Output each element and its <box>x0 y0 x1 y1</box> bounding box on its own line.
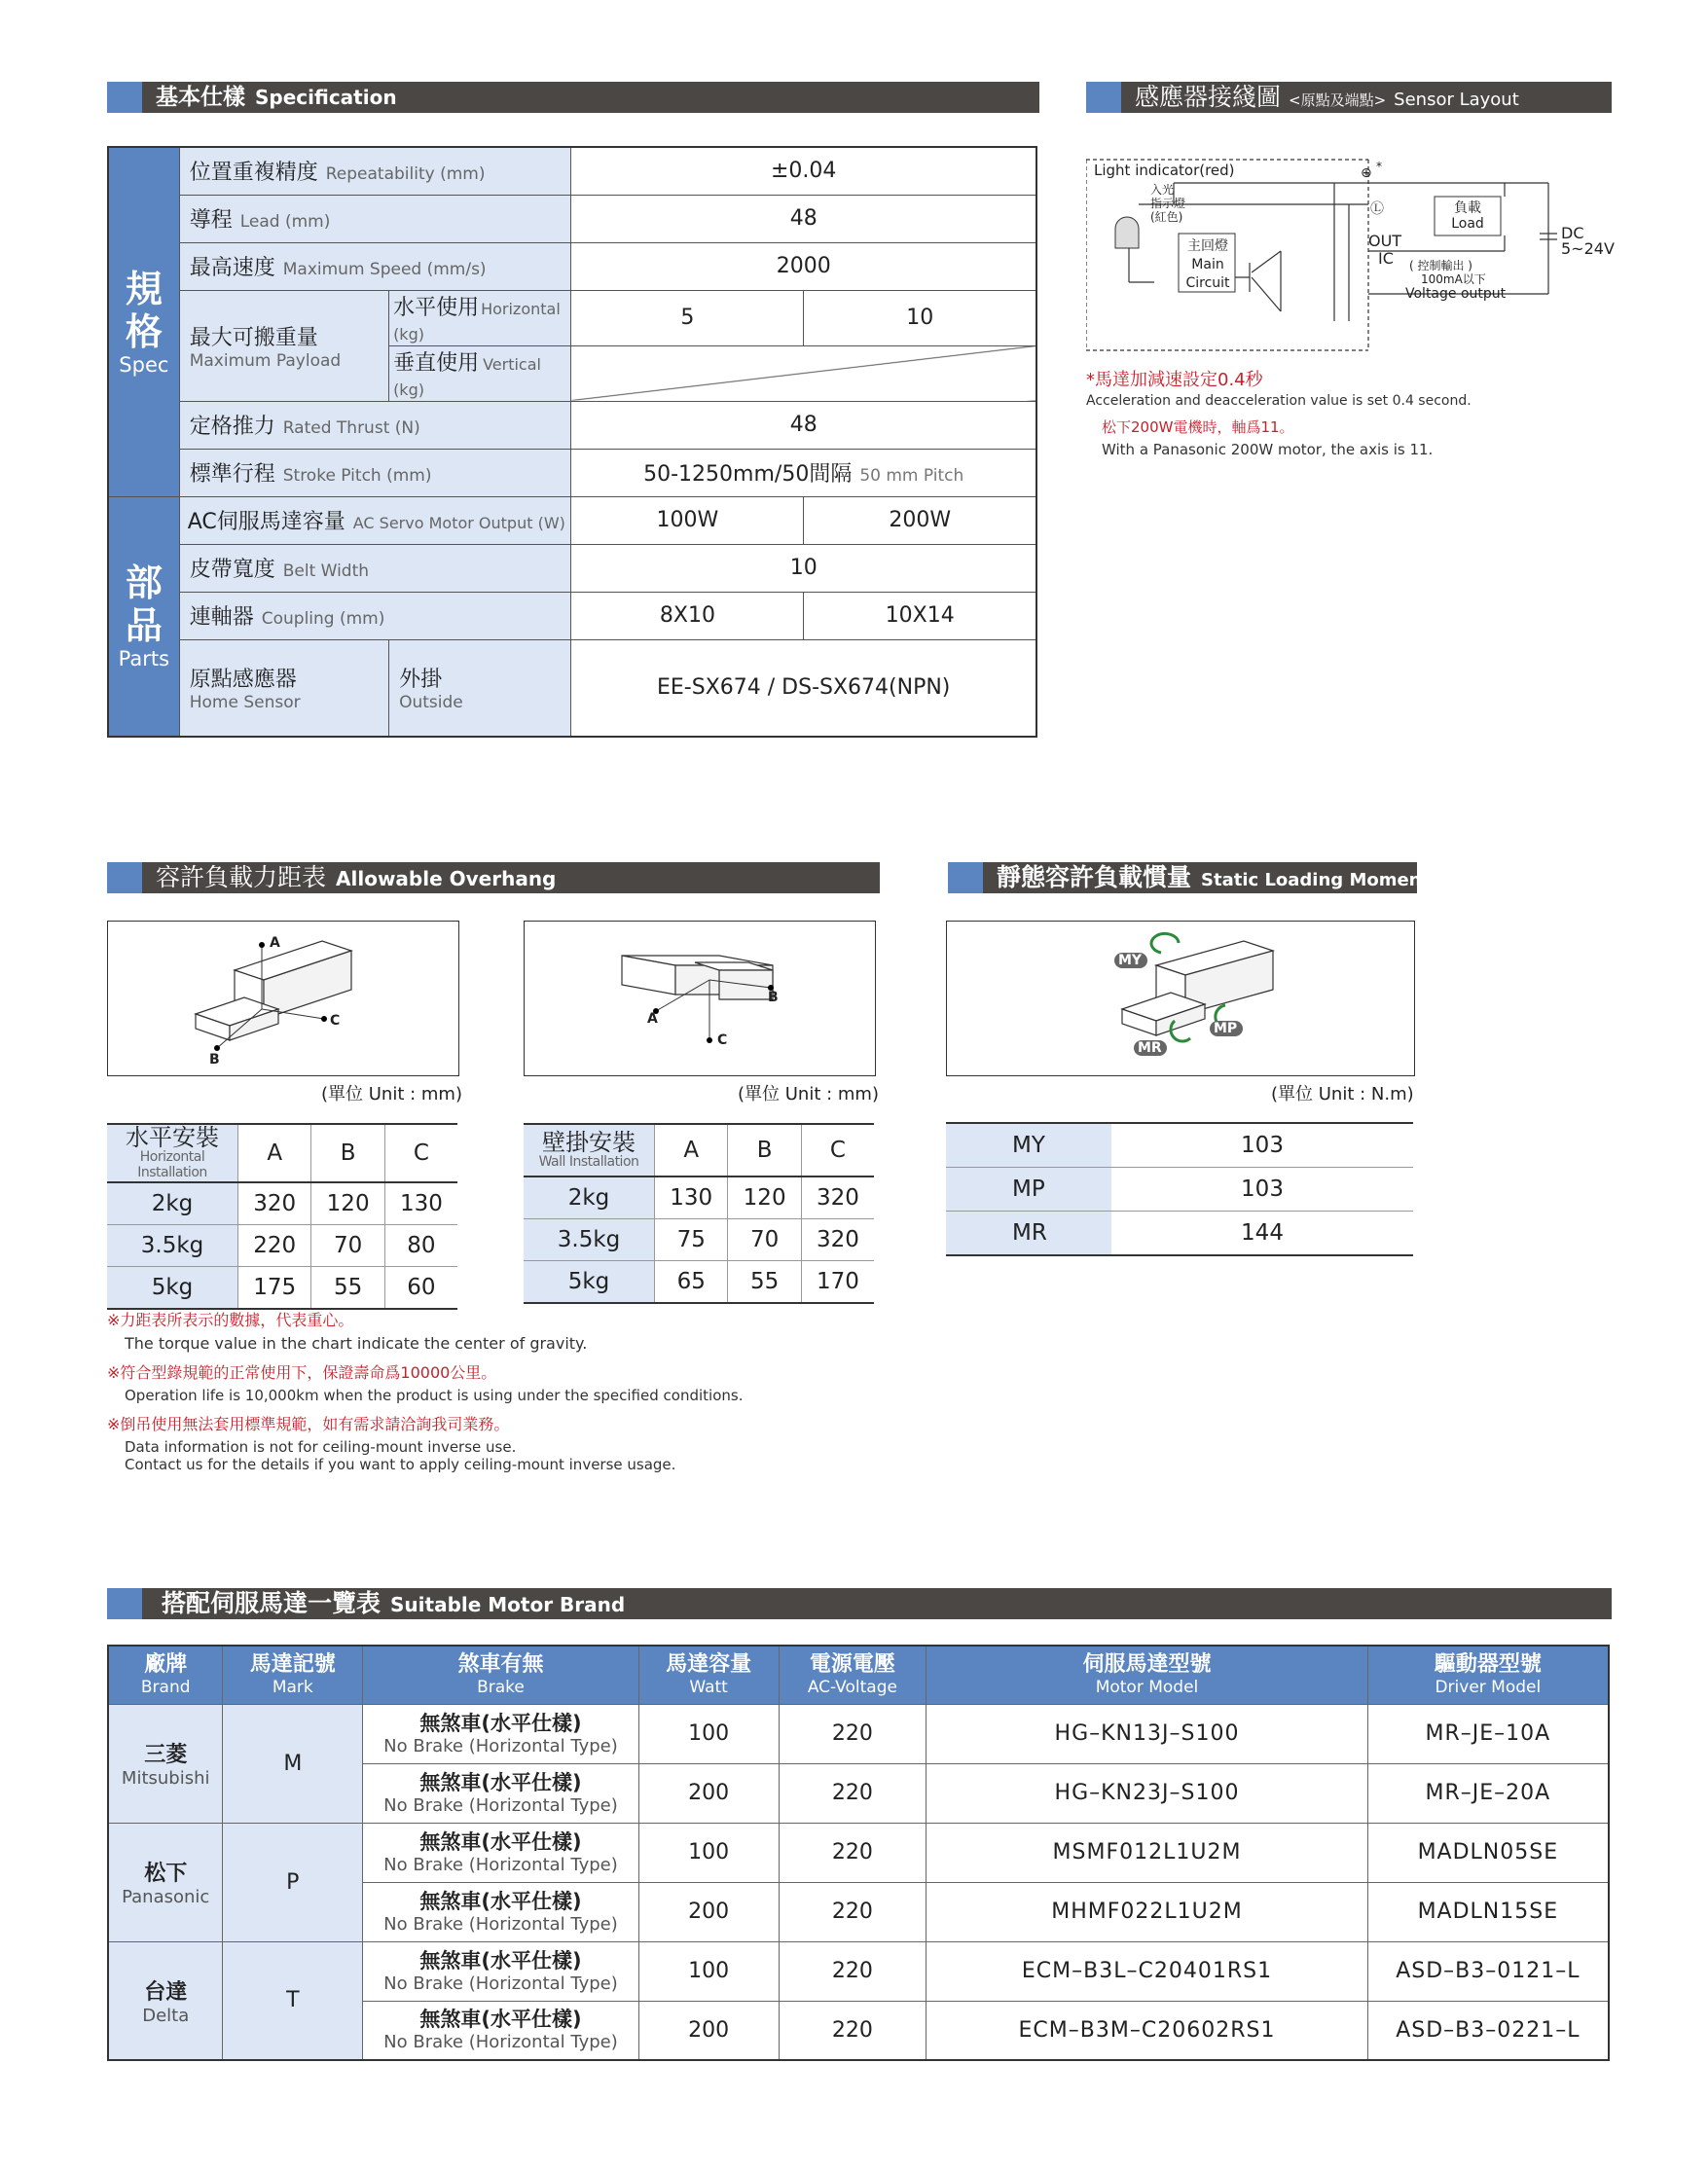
spec-group-cell: 規 格 Spec <box>108 147 179 496</box>
note-3-en-2: Contact us for the details if you want to apply ceiling-mount inverse usage. <box>125 1456 676 1473</box>
mark-m: M <box>223 1704 363 1823</box>
note-2-zh: ※符合型錄規範的正常使用下，保證壽命爲10000公里。 <box>107 1363 497 1382</box>
header-voltage: 電源電壓 AC-Voltage <box>779 1646 927 1704</box>
table-row: 5kg 175 55 60 <box>107 1267 457 1310</box>
moment-unit: (單位 Unit : N.m) <box>1271 1084 1414 1104</box>
sensor-title-sub: <原點及端點> <box>1289 91 1387 109</box>
moment-section-header: 靜態容許負載慣量 Static Loading Moment <box>948 862 1417 893</box>
col-c: C <box>384 1124 457 1182</box>
brake-cell: 無煞車(水平仕樣) No Brake (Horizontal Type) <box>363 1763 639 1823</box>
brand-delta: 台達 Delta <box>108 1941 223 2060</box>
note-2-en: Operation life is 10,000km when the product is using under the specified conditions. <box>125 1387 744 1404</box>
spec-table <box>107 146 1037 738</box>
l-terminal: Ⓛ <box>1370 201 1384 217</box>
brake-cell: 無煞車(水平仕樣) No Brake (Horizontal Type) <box>363 2001 639 2060</box>
table-row: 2kg 320 120 130 <box>107 1182 457 1225</box>
header-brand: 廠牌 Brand <box>108 1646 223 1704</box>
note-accel-en: Acceleration and deacceleration value is set 0.4 second. <box>1086 393 1472 409</box>
table-row: 無煞車(水平仕樣) No Brake (Horizontal Type) 200 220 MHMF022L1U2M MADLN15SE <box>108 1882 1609 1941</box>
sensor-notes <box>1086 366 1612 458</box>
note-3-en-1: Data information is not for ceiling-mount inverse use. <box>125 1438 517 1456</box>
thrust-value: 48 <box>571 401 1036 449</box>
brake-cell: 無煞車(水平仕樣) No Brake (Horizontal Type) <box>363 1704 639 1763</box>
dc-label: DC <box>1561 224 1584 242</box>
horizontal-diagram <box>107 921 459 1076</box>
ac-motor-value-1: 100W <box>571 496 804 544</box>
speed-value: 2000 <box>571 242 1036 290</box>
home-sensor-value: EE-SX674 / DS-SX674(NPN) <box>571 639 1036 737</box>
table-row: 三菱 Mitsubishi M 無煞車(水平仕樣) No Brake (Horizontal Type) 100 220 HG–KN13J–S100 MR–JE–10A <box>108 1704 1609 1763</box>
col-b: B <box>311 1124 384 1182</box>
outside-label: 外掛 Outside <box>389 639 571 737</box>
note-3-zh: ※倒吊使用無法套用標準規範，如有需求請洽詢我司業務。 <box>107 1415 510 1433</box>
header-motor-model: 伺服馬達型號 Motor Model <box>927 1646 1367 1704</box>
plus-star: * <box>1376 160 1382 173</box>
belt-label: 皮帶寬度 Belt Width <box>179 544 571 592</box>
horizontal-value-1: 5 <box>571 290 804 345</box>
payload-label: 最大可搬重量 Maximum Payload <box>179 290 388 401</box>
table-row: 3.5kg 220 70 80 <box>107 1225 457 1267</box>
col-a: A <box>238 1124 311 1182</box>
motor-section-header: 搭配伺服馬達一覽表 Suitable Motor Brand <box>107 1588 1612 1619</box>
label-b: B <box>209 1052 220 1068</box>
table-row: MY 103 <box>946 1123 1413 1168</box>
table-row: 無煞車(水平仕樣) No Brake (Horizontal Type) 200 220 ECM–B3M–C20602RS1 ASD–B3–0221–L <box>108 2001 1609 2060</box>
belt-value: 10 <box>571 544 1036 592</box>
brake-cell: 無煞車(水平仕樣) No Brake (Horizontal Type) <box>363 1823 639 1882</box>
sensor-title-zh: 感應器接綫圖 <box>1135 83 1282 111</box>
sensor-diagram <box>1086 156 1615 360</box>
label-b-wall: B <box>768 990 779 1005</box>
col-b: B <box>728 1124 801 1176</box>
vertical-label: 垂直使用 Vertical (kg) <box>389 345 571 401</box>
lead-value: 48 <box>571 195 1036 242</box>
horizontal-unit: (單位 Unit : mm) <box>321 1084 462 1104</box>
brand-panasonic: 松下 Panasonic <box>108 1823 223 1941</box>
note-1-en: The torque value in the chart indicate the center of gravity. <box>125 1334 588 1353</box>
note-accel-zh: *馬達加減速設定0.4秒 <box>1086 370 1263 390</box>
moment-table <box>946 1122 1413 1256</box>
label-a: A <box>270 935 280 951</box>
brand-mitsubishi: 三菱 Mitsubishi <box>108 1704 223 1823</box>
table-row: 無煞車(水平仕樣) No Brake (Horizontal Type) 200 220 HG–KN23J–S100 MR–JE–20A <box>108 1763 1609 1823</box>
note-panasonic-zh: 松下200W電機時，軸爲11。 <box>1102 418 1294 436</box>
spec-section-header <box>107 82 1039 113</box>
table-row: 5kg 65 55 170 <box>524 1261 874 1304</box>
lead-label: 導程 Lead (mm) <box>179 195 571 242</box>
spec-title-zh: 基本仕樣 <box>156 85 245 110</box>
sensor-title-en: Sensor Layout <box>1394 90 1519 110</box>
header-mark: 馬達記號 Mark <box>223 1646 363 1704</box>
ac-motor-value-2: 200W <box>804 496 1036 544</box>
moment-diagram <box>946 921 1415 1076</box>
note-1-zh: ※力距表所表示的數據，代表重心。 <box>107 1311 354 1329</box>
home-sensor-label: 原點感應器 Home Sensor <box>179 639 388 737</box>
main-circuit-label: 主回燈 Main Circuit <box>1185 238 1230 291</box>
label-mp: MP <box>1214 1021 1238 1036</box>
ctrl-output-label: ( 控制輸出 ) <box>1409 259 1472 272</box>
thrust-label: 定格推力 Rated Thrust (N) <box>179 401 571 449</box>
ic-label: IC <box>1378 249 1394 268</box>
vertical-value-na <box>571 345 1036 401</box>
header-watt: 馬達容量 Watt <box>638 1646 779 1704</box>
header-driver-model: 驅動器型號 Driver Model <box>1367 1646 1609 1704</box>
col-c: C <box>801 1124 874 1176</box>
wall-unit: (單位 Unit : mm) <box>738 1084 879 1104</box>
label-a-wall: A <box>647 1011 658 1027</box>
stroke-value: 50-1250mm/50間隔 50 mm Pitch <box>571 449 1036 496</box>
repeatability-value: ±0.04 <box>571 147 1036 195</box>
table-row: 松下 Panasonic P 無煞車(水平仕樣) No Brake (Horizontal Type) 100 220 MSMF012L1U2M MADLN05SE <box>108 1823 1609 1882</box>
brake-cell: 無煞車(水平仕樣) No Brake (Horizontal Type) <box>363 1941 639 2001</box>
note-panasonic-en: With a Panasonic 200W motor, the axis is 11. <box>1102 441 1434 458</box>
horizontal-overhang-table <box>107 1123 457 1310</box>
horizontal-label: 水平使用 Horizontal (kg) <box>389 290 571 345</box>
table-row: MR 144 <box>946 1212 1413 1256</box>
voltage-output-label: Voltage output <box>1405 286 1507 302</box>
wall-overhang-table <box>524 1123 874 1304</box>
ma-label: 100mA以下 <box>1421 272 1486 286</box>
wall-header: 壁掛安裝 Wall Installation <box>524 1124 655 1176</box>
ac-motor-label: AC伺服馬達容量 AC Servo Motor Output (W) <box>179 496 571 544</box>
repeatability-label: 位置重複精度 Repeatability (mm) <box>179 147 571 195</box>
overhang-section-header: 容許負載力距表 Allowable Overhang <box>107 862 880 893</box>
load-label: 負載 Load <box>1451 200 1484 232</box>
col-a: A <box>655 1124 728 1176</box>
label-c-wall: C <box>717 1032 728 1048</box>
out-label: OUT <box>1368 232 1402 250</box>
light-zh-label: 入光 指示燈 (紅色) <box>1150 183 1186 224</box>
table-row: 台達 Delta T 無煞車(水平仕樣) No Brake (Horizontal Type) 100 220 ECM–B3L–C20401RS1 ASD–B3–0121–L <box>108 1941 1609 2001</box>
header-brake: 煞車有無 Brake <box>363 1646 639 1704</box>
table-row: 3.5kg 75 70 320 <box>524 1219 874 1261</box>
mark-t: T <box>223 1941 363 2060</box>
plus-terminal: ⊕ <box>1361 165 1372 181</box>
spec-title-en: Specification <box>255 86 397 109</box>
brake-cell: 無煞車(水平仕樣) No Brake (Horizontal Type) <box>363 1882 639 1941</box>
overhang-notes <box>107 1308 886 1473</box>
label-mr: MR <box>1138 1040 1162 1056</box>
horizontal-value-2: 10 <box>804 290 1036 345</box>
horizontal-header: 水平安裝 Horizontal Installation <box>107 1124 238 1182</box>
coupling-value-1: 8X10 <box>571 592 804 639</box>
parts-group-cell: 部 品 Parts <box>108 496 179 737</box>
wall-diagram <box>524 921 876 1076</box>
table-row: 2kg 130 120 320 <box>524 1176 874 1219</box>
sensor-section-header <box>1086 82 1612 113</box>
stroke-label: 標準行程 Stroke Pitch (mm) <box>179 449 571 496</box>
mark-p: P <box>223 1823 363 1941</box>
label-my: MY <box>1118 953 1143 968</box>
table-row: MP 103 <box>946 1168 1413 1212</box>
motor-table <box>107 1645 1610 2061</box>
coupling-value-2: 10X14 <box>804 592 1036 639</box>
coupling-label: 連軸器 Coupling (mm) <box>179 592 571 639</box>
light-indicator-label: Light indicator(red) <box>1094 162 1235 179</box>
label-c: C <box>330 1013 341 1029</box>
dc-voltage-label: 5~24V <box>1561 239 1615 258</box>
speed-label: 最高速度 Maximum Speed (mm/s) <box>179 242 571 290</box>
